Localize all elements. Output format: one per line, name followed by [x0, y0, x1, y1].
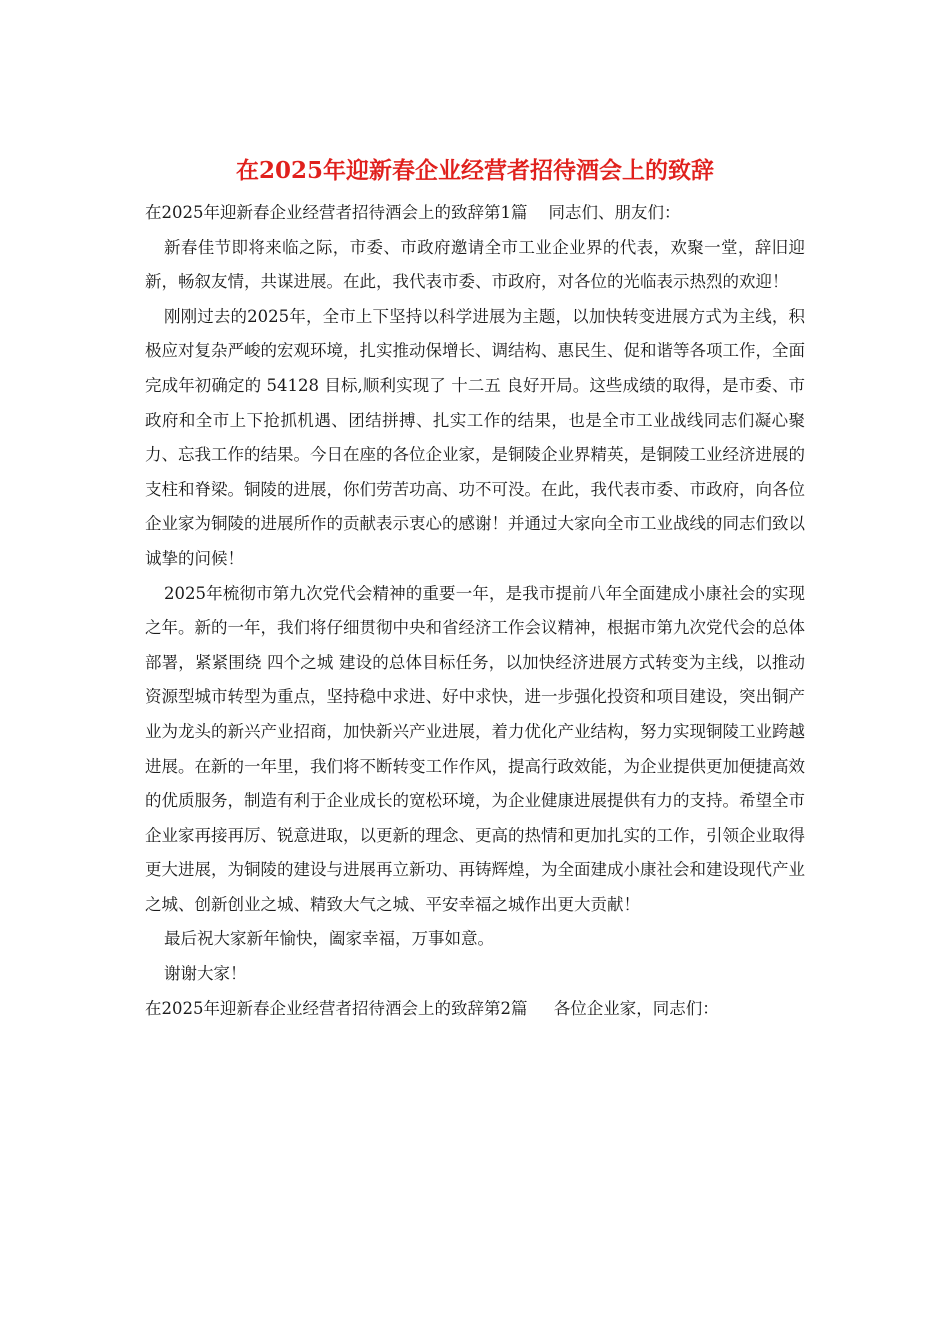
document-title: 在2025年迎新春企业经营者招待酒会上的致辞: [235, 157, 714, 184]
section-2-salutation: 各位企业家，同志们：: [553, 998, 719, 1018]
paragraph-thanks: 谢谢大家！: [163, 964, 247, 984]
section-2-heading-line: [145, 992, 805, 1027]
document-page: [145, 148, 805, 1026]
paragraph-review: 刚刚过去的2025年，全市上下坚持以科学进展为主题，以加快转变进展方式为主线，积极应对复杂严峻的宏观环境，扎实推动保增长、调结构、惠民生、促和谐等各项工作，全面完成年初确定的 54128 目标,顺利实现了 十二五 良好开局。这些成绩的取得，是市委、市政府和全市上下抢抓机遇、团结拼搏、扎实工作的结果，也是全市工业战线同志们凝心聚力、忘我工作的结果。今日在座的各位企业家，是铜陵企业界精英，是铜陵工业经济进展的支柱和脊梁。铜陵的进展，你们劳苦功高、功不可没。在此，我代表市委、市政府，向各位企业家为铜陵的进展所作的贡献表示衷心的感谢！并通过大家向全市工业战线的同志们致以诚挚的问候！: [145, 306, 805, 568]
paragraph-wishes: 最后祝大家新年愉快，阖家幸福，万事如意。: [163, 929, 494, 949]
section-1-heading: 在2025年迎新春企业经营者招待酒会上的致辞第1篇: [145, 203, 528, 222]
paragraph-outlook: 2025年梳彻市第九次党代会精神的重要一年，是我市提前八年全面建成小康社会的实现之年。新的一年，我们将仔细贯彻中央和省经济工作会议精神，根据市第九次党代会的总体部署，紧紧围绕 四个之城 建设的总体目标任务，以加快经济进展方式转变为主线，以推动资源型城市转型为重点，坚持稳中求进、好中求快，进一步强化投资和项目建设，突出铜产业为龙头的新兴产业招商，加快新兴产业进展，着力优化产业结构，努力实现铜陵工业跨越进展。在新的一年里，我们将不断转变工作作风，提高行政效能，为企业提供更加便捷高效的优质服务，制造有利于企业成长的宽松环境，为企业健康进展提供有力的支持。希望全市企业家再接再厉、锐意进取，以更新的理念、更高的热情和更加扎实的工作，引领企业取得更大进展，为铜陵的建设与进展再立新功、再铸辉煌，为全面建成小康社会和建设现代产业之城、创新创业之城、精致大气之城、平安幸福之城作出更大贡献！: [145, 583, 805, 914]
section-2-heading: 在2025年迎新春企业经营者招待酒会上的致辞第2篇: [145, 998, 528, 1018]
paragraph-welcome: 新春佳节即将来临之际，市委、市政府邀请全市工业企业界的代表，欢聚一堂，辞旧迎新，畅叙友情，共谋进展。在此，我代表市委、市政府，对各位的光临表示热烈的欢迎！: [145, 237, 805, 292]
section-1-heading-line: [145, 196, 805, 231]
section-1-salutation: 同志们、朋友们：: [548, 203, 681, 222]
